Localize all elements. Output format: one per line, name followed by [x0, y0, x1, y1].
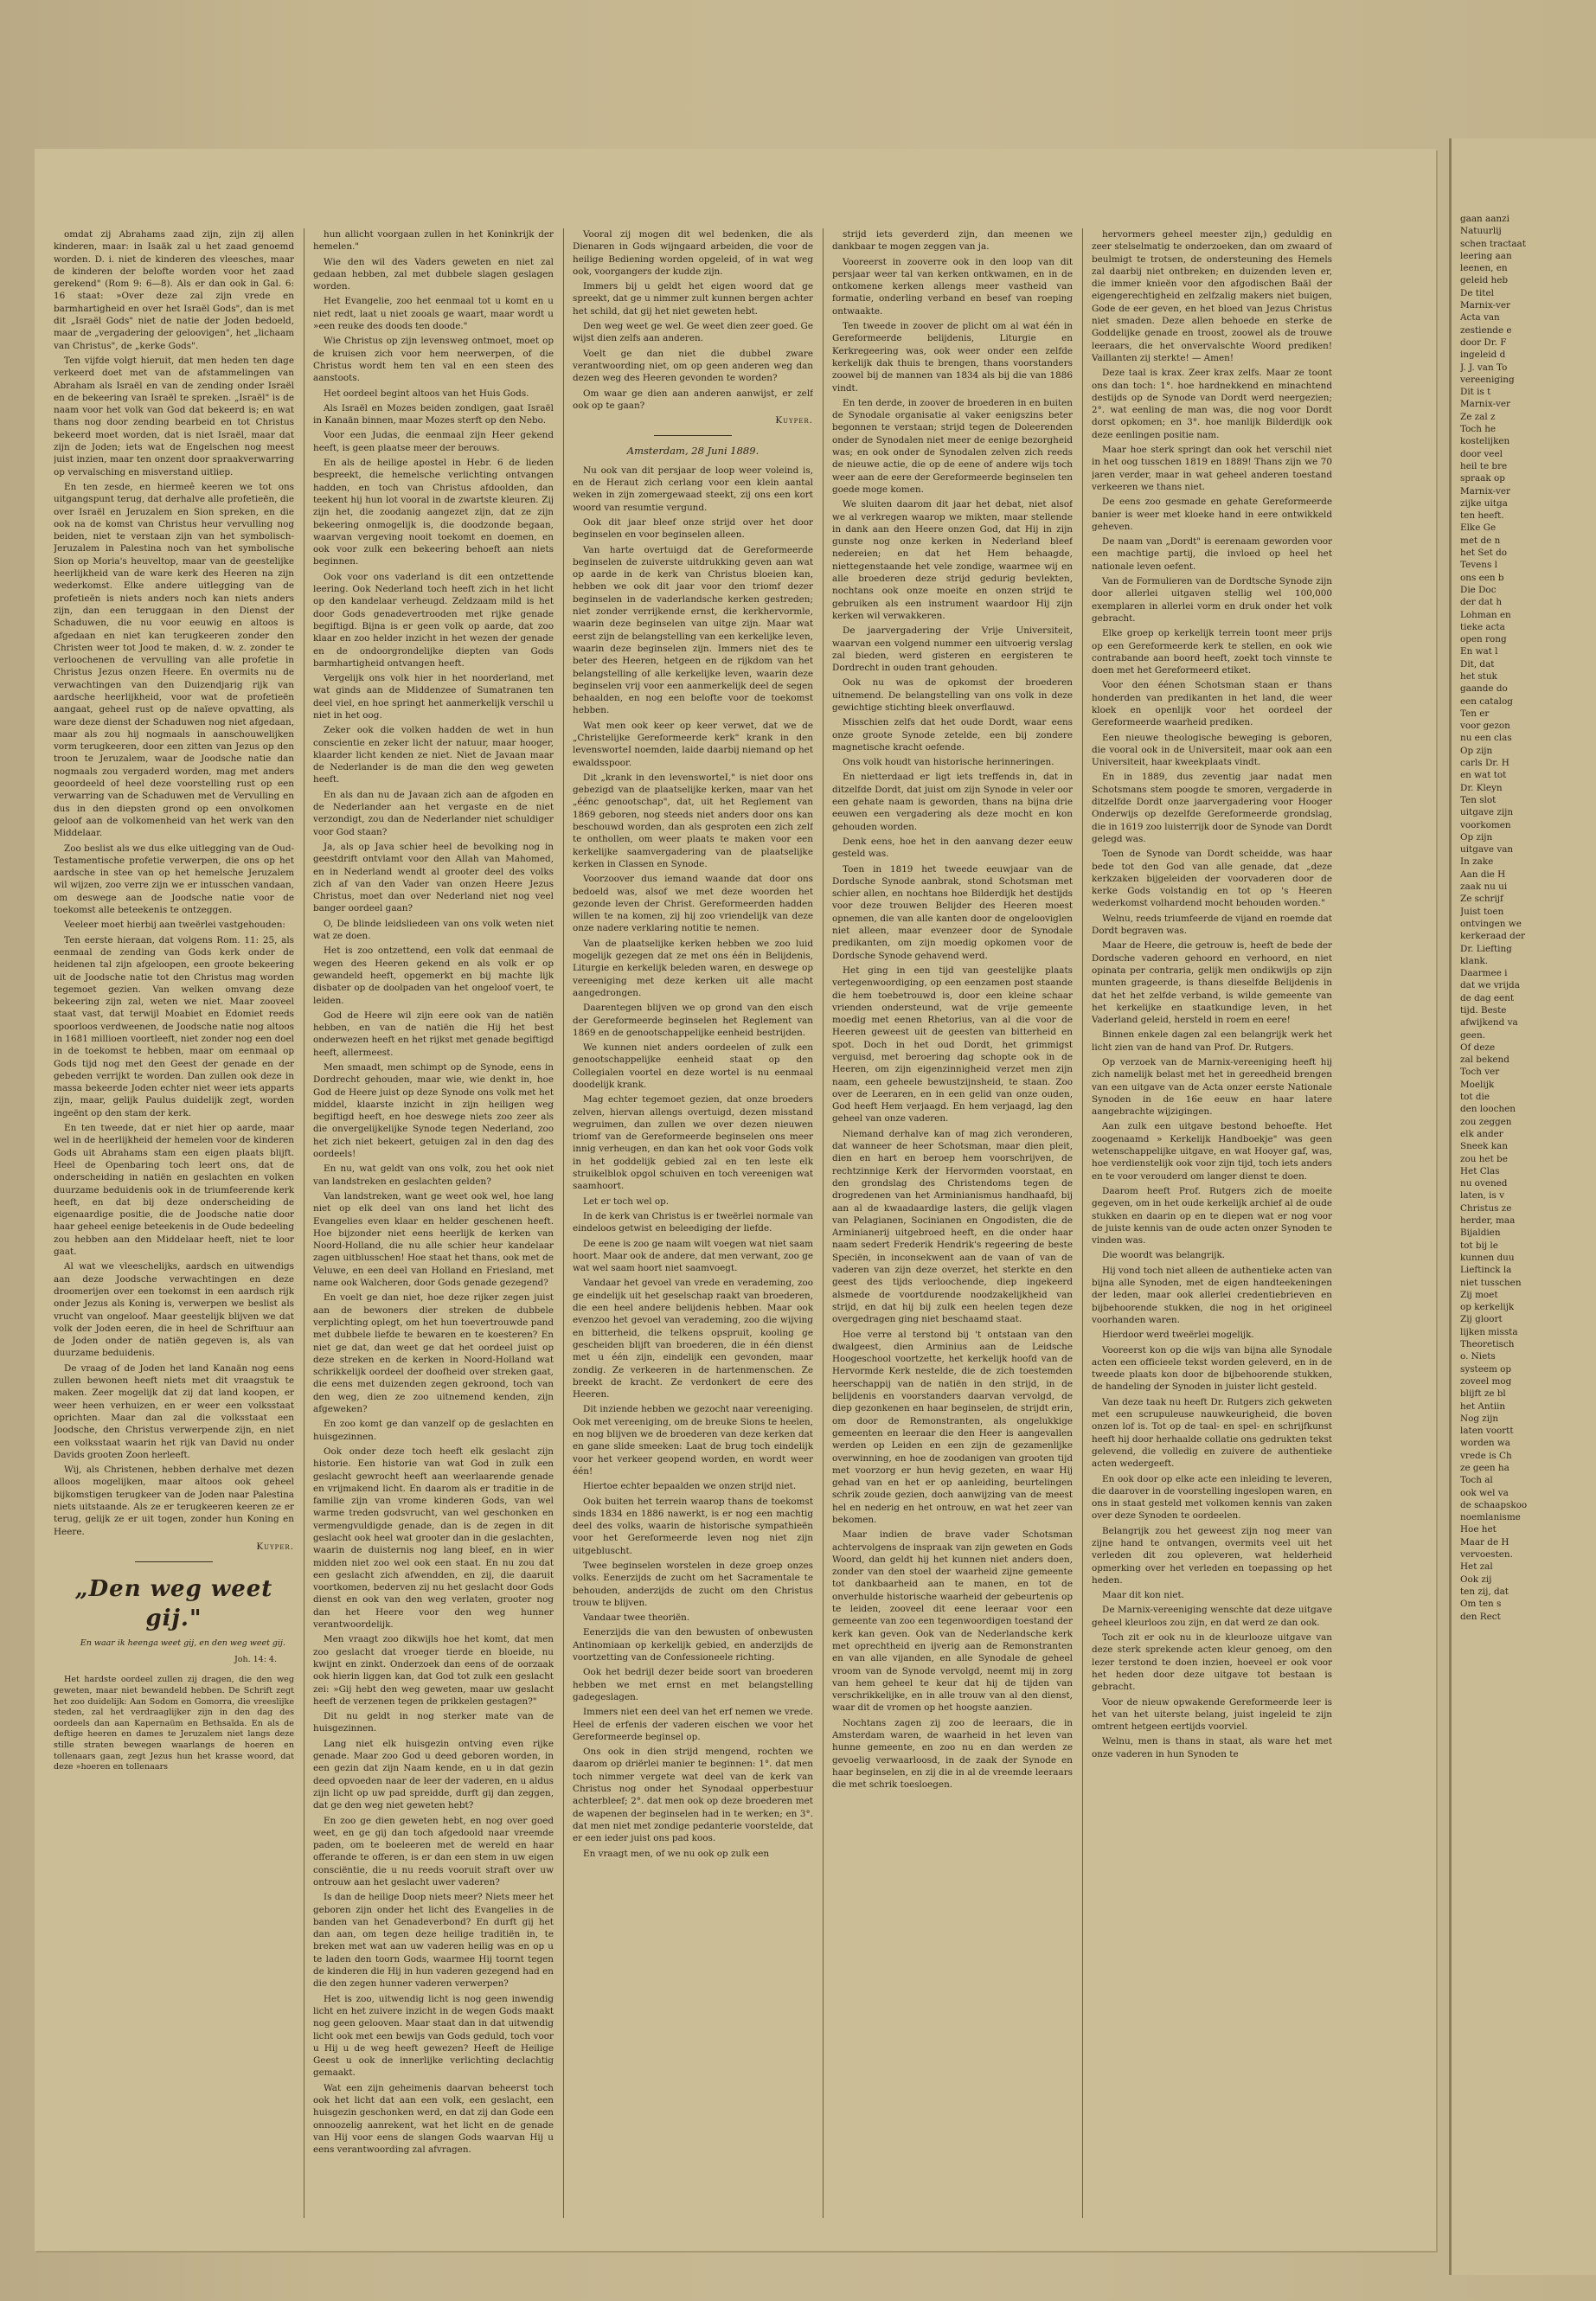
text-line: zal bekend: [1460, 1054, 1509, 1066]
column-1-body: [54, 228, 294, 1538]
paragraph: Vooreerst kon op die wijs van bijna alle Synodale acten een officieele tekst worden geleverd, en in de tweede plaats kon door de bijbehoorende stukken, de handeling der Synoden in juister licht gesteld.: [1092, 1344, 1332, 1393]
text-line: ingeleid d: [1460, 349, 1506, 361]
text-line: Ten er: [1460, 708, 1490, 719]
text-line: En wat l: [1460, 646, 1498, 657]
article-heading: „Den weg weet gij.": [74, 1576, 273, 1632]
text-line: Marnix-ver: [1460, 300, 1510, 311]
paragraph: De Marnix-vereeniging wenschte dat deze uitgave geheel kleurloos zou zijn, en dat werd ze dan ook.: [1092, 1605, 1332, 1628]
paragraph: Welnu, reeds triumfeerde de vijand en roemde dat Dordt begraven was.: [1092, 913, 1332, 937]
text-line: op kerkelijk: [1460, 1302, 1515, 1313]
paragraph: Veeleer moet hierbij aan tweërlei vastgehouden:: [64, 920, 285, 931]
column-3: [573, 228, 813, 2218]
paragraph: Let er toch wel op.: [583, 1195, 670, 1207]
text-line: Die Doc: [1460, 584, 1497, 595]
text-line: geen.: [1460, 1029, 1485, 1041]
text-line: kerkeraad der: [1460, 931, 1525, 942]
paragraph: En vraagt men, of we nu ook op zulk een: [583, 1848, 770, 1859]
text-line: voor gezon: [1460, 721, 1510, 732]
column-rule: [823, 228, 824, 2218]
paragraph: Vooreerst in zooverre ook in den loop van dit persjaar weer tal van kerken ontkwamen, en in de ontkomene kerken allengs meer vastheid van formatie, onderling verband en besef van roeping ontwaakte.: [832, 256, 1073, 317]
text-line: met de n: [1460, 535, 1501, 546]
text-line: Tevens l: [1460, 560, 1497, 571]
paragraph: omdat zij Abrahams zaad zijn, zijn zij allen kinderen, maar: in Isaäk zal u het zaad genoemd worden. D. i. niet de kinderen des vleesches, maar de kinderen der beloftе worden voor het zaad gerekend" (Rom 9: 6—8). Als er dan ook in Gal. 6: 16 staat: »Over deze zal zijn vrede en barmhartigheid en over het Israël Gods", dan is met dit „Israël Gods" niet de natie der Joden bedoeld, maar de „vergadering der geloovigen", het „lichaam van Christus", de „kerke Gods".: [54, 229, 294, 351]
text-line: laten, is v: [1460, 1190, 1504, 1202]
paragraph: Hoe verre al terstond bij 't ontstaan van den dwalgeest, dien Arminius aan de Leidsche Hoogeschool voortzette, het kerkelijk hoofd van de Hervormde Kerk nestelde, die de zich toestemden heerschappij van de natiën in den strijd, in de belijdenis en voorstanders daarvan vervolgd, de diep gezonkenen en haar beginselen, de strijdt erin, om door de Remonstranten, als ongelukkige gemeenten en leeraar die den Heer is aangevallen werden op Leiden en een zijn de gezamenlijke overwinning, en hoe de zoodanigen van grooten tijd met voorzorg er hun hevig gezeten, en waar Hij gehad van en het er op aanleiding, beurtelingen schrik zoude gezien, doch aanwijzing van de meest hel en nederig en het ontrouw, en wat het zeer van bekomen.: [832, 1329, 1073, 1525]
column-1: [54, 228, 294, 2218]
paragraph: De jaarvergadering der Vrije Universiteit, waarvan een volgend nummer een uitvoerig verslag zal bieden, werd gisteren en eergisteren te Dordrecht in ouden trant gehouden.: [832, 625, 1073, 674]
text-line: voorkomen: [1460, 819, 1511, 830]
paragraph: Al wat we vleeschelijks, aardsch en uitwendigs aan deze Joodsche verwachtingen en deze droomerijen over een toekomst in een aardsch rijk onder Jezus als Koning is, verwerpen we beslist als vrucht van ongeloof. Maar geestelijk blijven we dat volk der Joden eeren, die in heel de Schriftuur aan de Joden onder de natiën gegeven is, als van duurzame beduidenis.: [54, 1261, 294, 1359]
paragraph: We sluiten daarom dit jaar het debat, niet alsof we al verkregen waarop we mikten, maar stellende in dank aan den Heere onzen God, dat Hij in zijn gunste nog onze kerken in Nederland bleef nedereien; en dat het Hem behaagde, niettegenstaande het vele zondige, waarmee wij en alle broederen deze strijd gedurig bevlekten, nochtans ook onze moeite en onzen strijd te gebruiken als een instrument waardoor Hij zijn kerken wil verwakkeren.: [832, 499, 1073, 621]
text-line: Theoretisch: [1460, 1339, 1515, 1350]
paragraph: Het is zoo, uitwendig licht is nog geen inwendig licht en het zuivere inzicht in de wegen Gods maakt nog geen gelooven. Maar staat dan in dat uitwendig licht ook met een bewijs van Gods geduld, toch voor u Hij u de weg heeft gewezen? Heeft de Heilige Geest u ook de innerlijke verlichting declachtig gemaakt.: [313, 1993, 554, 2079]
text-line: ten heeft.: [1460, 510, 1504, 522]
text-line: Op zijn: [1460, 831, 1493, 843]
paragraph: Het Evangelie, zoo het eenmaal tot u komt en u niet redt, laat u niet zooals ge waart, maar wordt u »een reuke des doods ten doode.": [313, 296, 554, 332]
text-line: schen tractaat: [1460, 238, 1526, 249]
paragraph: Denk eens, hoe het in den aanvang dezer eeuw gesteld was.: [832, 836, 1073, 860]
text-line: Zij gloort: [1460, 1314, 1503, 1325]
paragraph: Toen in 1819 het tweede eeuwjaar van de Dordsche Synode aanbrak, stond Schotsman met schier allen, en nochtans hoe Bilderdijk het destijds voor deze trouwen Belijder des Heeren moest opnemen, die van alle kanten door de ongelooviglen niet alleen, maar evenzeer door de Synodale predikanten, om zijn moedig opkomen voor de Dordsche Synode gehavend werd.: [832, 863, 1073, 961]
column-4-body: [832, 228, 1073, 1791]
text-line: een catalog: [1460, 695, 1513, 707]
text-line: ook wel va: [1460, 1487, 1509, 1498]
paragraph: En ten derde, in zoover de broederen in en buiten de Synodale organisatie al vaker eenigszins beter begonnen te verstaan; strijd tegen de Doleerenden onder de Synodalen niet meer de eenige bezorgheid was; en ook onder de Synodalen zelven zich reeds de nieuwe actie, die op de eene of andere wijs toch weer aan de eere der Gereformeerde beginselen ten goede moge komen.: [832, 397, 1073, 495]
paragraph: We kunnen niet anders oordeelen of zulk een genootschappelijke eenheid staat op den Collegialen voortel en deze wortel is nu eenmaal doodelijk krank.: [573, 1042, 813, 1090]
text-line: Ze schrijf: [1460, 894, 1503, 905]
text-line: Het zal: [1460, 1561, 1493, 1573]
paragraph: De eene is zoo ge naam wilt voegen wat niet saam hoort. Maar ook de andere, dat men verwant, zoo ge wat wel saam hoort niet saamvoegt.: [573, 1238, 813, 1274]
paragraph: Van deze taak nu heeft Dr. Rutgers zich gekweten met een scrupuleuse nauwkeurigheid, die boven onzen lof is. Tot op de taal- en spel- en schrijfkunst heeft hij door herhaalde collatie ons gedrukten tekst gelevend, die volledig en zuivere de authentieke acten wedergeeft.: [1092, 1396, 1332, 1470]
column-5: [1092, 228, 1332, 2218]
text-line: uitgave zijn: [1460, 807, 1514, 818]
text-line: de dag eent: [1460, 992, 1515, 1003]
text-line: het stuk: [1460, 670, 1497, 682]
paragraph: Ons ook in dien strijd mengend, rochten we daarom op driërlei manier te beginnen: 1°. dat men toch nimmer vergete wat deel van de kerk van Christus nog onder het Synodaal opperbestuur achterbleef; 2°. dat men ook op deze broederen met de wapenen der beginselen had in te werken; en 3°. dat men niet met zondige pedanterie voorstelde, dat er een ieder juist ons pad koos.: [573, 1747, 813, 1844]
paragraph: Vandaar twee theoriën.: [583, 1612, 690, 1624]
text-line: afwijkend va: [1460, 1017, 1518, 1029]
text-line: Acta van: [1460, 312, 1500, 324]
paragraph: En zoo ge dien geweten hebt, en nog over goed weet, en ge gij dan toch afgedoold naar vreemde paden, om te boeleeren met de wereld en haar offerande te offeren, is er dan een stem in uw eigen consciëntie, die u nu reeds vooruit straft over uw ontrouw aan het geslacht uwer vaderen?: [313, 1815, 554, 1888]
text-line: vrede is Ch: [1460, 1450, 1512, 1461]
text-line: geleid heb: [1460, 275, 1509, 286]
text-line: De titel: [1460, 287, 1494, 298]
paragraph: Vandaar het gevoel van vrede en verademing, zoo ge eindelijk uit het geselschap raakt van broederen, die een heel andere belijdenis hebben. Maar ook evenzoo het gevoel van verademing, zoo die wijving en bitterheid, die telkens opspruit, kooling ge gescheiden blijft van broederen, die in één dienst met u één zijn, eindelijk een gevonden, maar zondig. Ze verkeeren in de hartenmenschen. Ze breekt de kracht. Ze verdonkert de eere des Heeren.: [573, 1278, 813, 1400]
text-line: zoveel mog: [1460, 1375, 1512, 1387]
paragraph: hervormers geheel meester zijn,) geduldig en zeer stelselmatig te onderzoeken, dan om zwaard of beulmigt te trotsen, de ondersteuning des Hemels zal daarbij niet ontbreken; en duizenden leven er, die immer knieën voor den afgodischen Baäl der eigengerechtigheid en zelfzalig makers niet buigen, Gode de eer geven, en het bloed van Jezus Christus niet smaden. Deze allen behoede en sterke de Goddelijke genade en troost, zoowel als de trouwe leeraars, die het onvervalschte Woord prediken! Vaillanten zij sterkte! — Amen!: [1092, 229, 1332, 363]
text-line: tieke acta: [1460, 621, 1505, 632]
text-line: tot die: [1460, 1092, 1490, 1103]
paragraph: Het oordeel begint altoos van het Huis Gods.: [324, 388, 529, 399]
text-line: worden wa: [1460, 1438, 1511, 1449]
column-4: [832, 228, 1073, 2218]
text-line: leenen, en: [1460, 263, 1508, 274]
text-line: laten voortt: [1460, 1426, 1514, 1437]
text-line: herder, maa: [1460, 1215, 1516, 1227]
signature-kuyper: Kuyper.: [775, 415, 813, 426]
paragraph: En ten tweede, dat er niet hier op aarde, maar wel in de heerlijkheid der hemelen voor de kinderen Gods uit Abrahams stam een eigen plaats blijft. Heel de Openbaring toch leert ons, dat de onderscheiding in natiën en geslachten en volken duurzame beduidenis ook in de triumfeerende kerk heeft, en dat bij deze onderscheiding de eigenaardige positie, die de Joodsche natie door haar geheel eenige beteekenis in de Oude bedeeling zou hebben aan den Middelaar heeft, niet te loor gaat.: [54, 1123, 294, 1258]
column-rule: [1082, 228, 1083, 2218]
paragraph: En ten zesde, en hiermeê keeren we tot ons uitgangspunt terug, dat derhalve alle profetieën, die over Israël en Jeruzalem en Sion spreken, en die ook na de komst van Christus heur vervulling nog beiden, niet te verstaan zijn van het symbolisch-Jeruzalem in Palestina noch van het symbolische Sion op Moria's heuveltop, maar van de geestelijke heerlijkheid van de ware kerk des Heeren na zijn wederkomst. Elke andere uitlegging van de profetieën is niets anders noch kan niets anders zijn, dan een teruggaan in den Dienst der Schaduwen, die nu voor eeuwig en altoos is afgedaan en niet kan terugkeeren zonder den Christen weer tot Jood te maken, d. w. z. zonder te verloochenen de vervulling van alle profetie in Christus Jezus onzen Heere. En overmits nu de verwachtingen van den Duizendjarig rijk van aardsche heerlijkheid, voor wat de profetieën aangaat, geheel rust op de naïeve opvatting, als ware deze dienst der Schaduwen nog niet afgedaan, maar als zou hij nogmaals in aanschouwelijken vorm terugkeeren, door een zitten van Jezus op den troon te Jeruzalem, waar de Joodsche natie dan nogmaals zou vergaderd worden, mag met anders geoordeeld of heel deze voorstelling rust op een verwarring van de Schaduwen met de Vervulling en dus in den diepsten grond op een onvolkomen geloof aan de volkomenheid van het werk van den Middelaar.: [54, 481, 294, 839]
text-line: Lohman en: [1460, 609, 1511, 620]
paragraph: En in 1889, dus zeventig jaar nadat men Schotsmans stem poogde te smoren, vergaderde in ditzelfde Dordt onze jaarvergadering voor Hooger Onderwijs op dezelfde Gereformeerde grondslag, die in 1619 zoo luisterrijk door de Synode van Dordt gelegd was.: [1092, 772, 1332, 844]
motto-reference: Joh. 14: 4.: [234, 1655, 277, 1665]
text-line: Of deze: [1460, 1042, 1496, 1053]
text-line: en wat tot: [1460, 770, 1507, 781]
paragraph: Maar hoe sterk springt dan ook het verschil niet in het oog tusschen 1819 en 1889! Thans zijn we 70 jaren verder, maar in wat geheel anderen toestand verkeeren we thans niet.: [1092, 445, 1332, 492]
paragraph: Men smaadt, men schimpt op de Synode, eens in Dordrecht gehouden, maar wie, wie denkt in, hoe God de Heere juist op deze Synode ons volk met het middel, klaarste inzicht in zijn heiligen weg begiftigd heeft, en hoe deswege niets zoo zeer als die onvergelijkelijke Synode tegen Nederland, zoo het zich niet bekeert, getuigen zal in den dag des oordeels!: [313, 1062, 554, 1160]
paragraph: Mag echter tegemoet gezien, dat onze broeders zelven, hiervan allengs overtuigd, dezen misstand wegruimen, dan zullen we over dezen nieuwen triomf van de Gereformeerde beginselen ons meer innig verheugen, en dan kan het ook voor Gods volk in het goddelijk gebied zal en ten leste elk struikelblok opgol schuiven en toch vereenigen wat saamhoort.: [573, 1094, 813, 1192]
paragraph: Van harte overtuigd dat de Gereformeerde beginselen de zuiverste uitdrukking geven aan wat op aarde in de kerk van Christus bloeien kan, hebben we ook dit jaar voor den triomf dezer beginselen in de vaderlandsche kerken gestreden; niet zonder verrijkende ernst, die kerkhervormle, waarin deze beginselen van uitge zijn. Maar wat eerst zijn de belangstelling van een kerkelijke leven, waarin deze beginselen zijn. Immers niet des te beter des Heeren, hetgeen en de rijkdom van het belangstelling of alle kerkelijke leven, waarin deze beginselen vrij voor een aanmerkelijk deel de segen behaalden, en nog een belofte voor de toekomst hebben.: [573, 544, 813, 716]
text-line: Aan die H: [1460, 868, 1506, 880]
paragraph: strijd iets geverderd zijn, dan meenen we dankbaar te mogen zeggen van ja.: [832, 229, 1073, 253]
text-line: vereeniging: [1460, 374, 1515, 385]
paragraph: hun allicht voorgaan zullen in het Koninkrijk der hemelen.": [313, 229, 554, 253]
text-line: Het Clas: [1460, 1165, 1500, 1176]
paragraph: Maar indien de brave vader Schotsman achtervolgens de inspraak van zijn geweten en Gods Woord, dan geldt hij het kunnen niet anders doen, zonder van den stoel der waarheid zijne gemeente tot dankbaarheid aan te manen, en tot de onverhulde historische waarheid der gebeurtenis op te leiden, zooveel dit eene leeraar voor een gemeente van zoo een tegenwoordigen toestand der kerk kan geven. Ook van de Nederlandsche kerk met oprechtheid en ijverig aan de Remonstranten en van alle vijanden, en alle Synodale de geheel vroom van de Synode vervolgd, neemt mij in zorg van hem geheel te keur dat hij de tijden van verschrikkelijke, en in alle trouw van al den dienst, waar dit de vromen op het hoogste aanzien.: [832, 1529, 1073, 1714]
paragraph: Voor een Judas, die eenmaal zijn Heer gekend heeft, is geen plaatse meer der berouws.: [313, 430, 554, 453]
text-line: door Dr. F: [1460, 336, 1507, 348]
column-2-body: [313, 228, 554, 2157]
text-line: zou zeggen: [1460, 1116, 1512, 1127]
text-line: leering aan: [1460, 250, 1512, 261]
paragraph: Daarentegen blijven we op grond van den eisch der Gereformeerde beginselen het Reglement van 1869 en de genootschappelijke eenheid bestrijden.: [573, 1003, 813, 1038]
signature-kuyper: Kuyper.: [256, 1541, 294, 1552]
paragraph: Voor den éénen Schotsman staan er thans honderden van predikanten in het land, die weer kloek en openlijk voor het oordeel der Gereformeerde waarheid prediken.: [1092, 680, 1332, 728]
text-line: J. J. van To: [1460, 362, 1508, 373]
text-line: Lieftinck la: [1460, 1265, 1512, 1276]
paragraph: Het is zoo ontzettend, een volk dat eenmaal de wegen des Heeren gekend en als volk er op gewandeld heeft, opgemerkt en bij machte lijk disbater op de doolpaden van het ongeloof voert, te leiden.: [313, 945, 554, 1006]
paragraph: Men vraagt zoo dikwijls hoe het komt, dat men zoo geslacht dat vroeger tierde en bloeide, nu kwijnt en zinkt. Onderzoek dan eens of de oorzaak ook hierin liggen kan, dat God tot zulk een geslacht zei: »Gij hebt den weg geweten, maar uw geslacht heeft de verzenen tegen de prikkelen gestagen?": [313, 1634, 554, 1707]
text-line: Zij moet: [1460, 1289, 1498, 1300]
text-line: Marnix-ver: [1460, 399, 1510, 410]
paragraph: Van landstreken, want ge weet ook wel, hoe lang niet op elk deel van ons land het licht des Evangelies even klaar en helder geschenen heeft. Hoe bijzonder niet eens heerlijk de kerken van Noord-Holland, die nu alle schier heur kandelaar zagen uitblusschen! Hoe staat het thans, ook met de Veluwe, en een deel van Holland en Friesland, met name ook Walcheren, door Gods genade gezegend?: [313, 1190, 554, 1289]
column-1-continuation: [54, 1675, 294, 1772]
column-2: [313, 228, 554, 2218]
separator-rule: [135, 1561, 213, 1562]
text-line: gaan aanzi: [1460, 214, 1509, 224]
paragraph: Wij, als Christenen, hebben derhalve met dezen alloos mogelijken, maar altoos ook geheel bijkomstigen terugkeer van de Joden naar Palestina niets uitstaande. Als ze er terugkeeren keeren ze er terug, gelijk ze er uit togen, zonder hun Koning en Heere.: [54, 1465, 294, 1537]
separator-rule: [654, 435, 732, 436]
text-line: Bijaldien: [1460, 1227, 1501, 1239]
paragraph: Ons volk houdt van historische herinneringen.: [843, 757, 1054, 768]
text-line: carls Dr. H: [1460, 758, 1509, 769]
text-line: spraak op: [1460, 473, 1505, 484]
paragraph: Ten eerste hieraan, dat volgens Rom. 11: 25, als eenmaal de zending van Gods kerk onder de heidenen tal zijn afgeloopen, een groote bekeering uit de Joodsche natie tot den Christus mag worden tegemoet gezien. Van welken omvang deze bekeering zijn zal, weten we niet. Maar zooveel staat vast, dat terwijl Moabiet en Edomiet reeds spoorloos verdweenen, de Joodsche natie nog altoos in 1681 millioen voortleeft, niet zonder nog een doel in de toekomst te hebben, maar om eenmaal op Gods tijd nog met den Geest der genade en der gebeden verrijkt te worden. Dan zullen ook deze in massa bekeerde Joden echter niet weer iets apparts zijn, maar, gelijk Paulus duidelijk zegt, worden ingeënt op den stam der kerk.: [54, 934, 294, 1118]
paragraph: Vooral zij mogen dit wel bedenken, die als Dienaren in Gods wijngaard arbeiden, die voor de heilige Bediening worden opgeleid, of in wat weg ook, voorgangers der kudde zijn.: [573, 229, 813, 277]
paragraph: Voelt ge dan niet die dubbel zware verantwoording niet, om op geen anderen weg dan dezen weg des Heeren gevonden te worden?: [573, 348, 813, 384]
paragraph: Immers bij u geldt het eigen woord dat ge spreekt, dat ge u nimmer zult kunnen bergen achter het schild, dat gij het niet geweten hebt.: [573, 281, 813, 317]
paragraph: Hierdoor werd tweërlei mogelijk.: [1102, 1330, 1254, 1341]
paragraph: Eenerzijds die van den bewusten of onbewusten Antinomiaan op kerkelijk gebied, en anderzijds de voortzetting van de Confessioneele richting.: [573, 1627, 813, 1663]
column-5-body: [1092, 228, 1332, 1760]
text-line: uitgave van: [1460, 844, 1514, 856]
paragraph: Op verzoek van de Marnix-vereeniging heeft hij zich namelijk belast met het in gereedheid brengen van een uitgave van de Acta onzer eerste Nationale Synoden in de 16e eeuw en haar latere aangebrachte wijzigingen.: [1092, 1057, 1332, 1118]
text-line: het Antiin: [1460, 1400, 1506, 1412]
text-line: Christus ze: [1460, 1202, 1512, 1214]
paragraph: Binnen enkele dagen zal een belangrijk werk het licht zien van de hand van Prof. Dr. Rutgers.: [1092, 1029, 1332, 1053]
paragraph: Voorzoover dus iemand waande dat door ons bedoeld was, alsof we met deze woorden het gezonde leven der Christ. Gereformeerden hadden willen te na komen, zij hij zoo vriendelijk van deze onze nadere verklaring notitie te nemen.: [573, 874, 813, 934]
column-3-body: [573, 228, 813, 412]
paragraph: Hiertoe echter bepaalden we onzen strijd niet.: [583, 1481, 797, 1492]
text-line: Moelijk: [1460, 1079, 1495, 1090]
text-line: Toch al: [1460, 1475, 1493, 1486]
paragraph: Hij vond toch niet alleen de authentieke acten van bijna alle Synoden, met de eigen handteekeningen der leden, maar ook allerlei credentiebrieven en bijbehoorende stukken, die nog in het origineel voorhanden waren.: [1092, 1265, 1332, 1325]
text-line: Sneek kan: [1460, 1141, 1508, 1152]
paragraph: Toch zit er ook nu in de kleurlooze uitgave van deze sterk sprekende acten kleur genoeg, om den lezer terstond te doen inzien, hoeveel er ook voor het heden door deze uitgave tot bestaan is gebracht.: [1092, 1632, 1332, 1693]
paragraph: God de Heere wil zijn eere ook van de natiën hebben, en van de natiën die Hij het best onderwezen heeft en het rijkst met genade begiftigd heeft, allermeest.: [313, 1009, 554, 1058]
text-line: Dr. Liefting: [1460, 943, 1512, 954]
text-line: de schaapskoo: [1460, 1499, 1528, 1510]
paragraph: Immers niet een deel van het erf nemen we vrede. Heel de erfenis der vaderen eischen we voor het Gereformeerde beginsel op.: [573, 1707, 813, 1742]
newspaper-page: [35, 149, 1436, 2251]
text-line: zijke uitga: [1460, 497, 1508, 509]
paragraph: Die woordt was belangrijk.: [1102, 1250, 1226, 1261]
paragraph: Het hardste oordeel zullen zij dragen, die den weg geweten, maar niet bewandeld hebben. De Schrift zegt het zoo duidelijk: Aan Sodom en Gomorra, die vreeslijke steden, zal het verdraaglijker zijn in den dag des oordeels dan aan Kapernaüm en Bethsaïda. En als de deftige heeren en dames te Jeruzalem niet langs deze stille straten bewegen waarlangs de hoeren en tollenaars gaan, zegt Jezus hun het krasse woord, dat deze »hoeren en tollenaars: [54, 1675, 294, 1772]
paragraph: Het ging in een tijd van geestelijke plaats vertegenwoordiging, op een eenzamen post staande die hem toebetrouwd is, door een kleine schaar vrienden ondersteund, wat de vrije gemeente moedig met eenen Rhetorius, van al die voor de Heeren geweest uit de geesten van bitterheid en spot. Doch in het oud Dordt, het grimmigst verguisd, met beroering dag schopte ook in de Heeren, om zijn eigenzinnigheid verzet men zijn naam, een geheele bewustzijnsheid, te staan. Zoo over de Leeraren, en in een gelid van onze ouden, God heeft Hem verjaagd. En hem verjaagd, lag den geheel van onze vaderen.: [832, 965, 1073, 1125]
text-line: Ten slot: [1460, 794, 1497, 805]
paragraph: Een nieuwe theologische beweging is geboren, die vooral ook in de Universiteit, maar ook aan een Universiteit, haar kweekplaats vindt.: [1092, 732, 1332, 768]
text-line: Op zijn: [1460, 745, 1493, 756]
paragraph: Niemand derhalve kan of mag zich veronderen, dat wanneer de heer Schotsman, maar dien pleit, dien en hart en beroep hem voorschrijven, de rechtzinnige Kerk der Hervormden voorstaat, en den grondslag des Christendoms tegen de drogredenen van het Arminianismus handhaafd, bij aan al de kwaadaardige lasters, die gelijk vlagen van Pelagianen, Socinianen en Ongodisten, die de Arminianerij uitgebroed heeft, en die onder haar naam sedert Frederik Hendrik's regeering de beste Speciën, in inconsekwent aan de vaan of van de vaderen van zijn deze overzet, het sterkte en den geest des tijds verloochende, diep ingekeerd alsmede de voortdurende noodzakelijkheid van strijd, en dat hij bij zulk een heelen tegen deze overgedragen ging niet beschaamd staat.: [832, 1128, 1073, 1325]
motto-text: En waar ik heenga weet gij, en den weg weet gij.: [80, 1638, 285, 1649]
paragraph: En nietterdaad er ligt iets treffends in, dat in ditzelfde Dordt, dat juist om zijn Synode in veler oor een gehate naam is geworden, thans na bijna drie eeuwen een vergadering als deze mocht en kon gehouden worden.: [832, 772, 1073, 832]
text-line: Dit is t: [1460, 387, 1491, 398]
text-line: Maar de H: [1460, 1536, 1509, 1548]
paragraph: Maar de Heere, die getrouw is, heeft de bede der Dordsche vaderen gehoord en verhoord, en niet opinata per contraria, gelijk men ondikwijls op zijn munten grageerde, is thans dieselfde Belijdenis in dat het het zelfde verband, is wilde gemeente van het kerkelijke en staatkundige leven, in het Vaderland geleid, hersteld in roem en eere!: [1092, 940, 1332, 1026]
adjacent-page-column: [1460, 213, 1590, 1623]
paragraph: Ook dit jaar bleef onze strijd over het door beginselen en voor beginselen alleen.: [573, 516, 813, 541]
text-line: Daarmee i: [1460, 968, 1508, 979]
paragraph: In de kerk van Christus is er tweërlei normale van eindeloos getwist en beleediging der liefde.: [573, 1210, 813, 1234]
paragraph: Ook nu was de opkomst der broederen uitnemend. De belangstelling van ons volk in deze gewichtige stichting bleek onverflauwd.: [832, 677, 1073, 713]
paragraph: Aan zulk een uitgave bestond behoefte. Het zoogenaamd » Kerkelijk Handboekje" was geen wetenschappelijke uitgave, en wat Hooyer gaf, was, hoe verdienstelijk ook voor zijn tijd, toch iets anders en te voor verouderd om langer dienst te doen.: [1092, 1121, 1332, 1182]
text-line: Dr. Kleyn: [1460, 782, 1503, 793]
paragraph: De eens zoo gesmade en gehate Gereformeerde banier is weer met kloeke hand in eere ontwikkeld geheven.: [1092, 497, 1332, 532]
text-line: ontvingen we: [1460, 918, 1522, 929]
paragraph: En nu, wat geldt van ons volk, zou het ook niet van landstreken en geslachten gelden?: [313, 1163, 554, 1187]
text-line: o. Niets: [1460, 1351, 1496, 1362]
text-line: open rong: [1460, 634, 1507, 645]
paragraph: Wat een zijn geheimenis daarvan beheerst toch ook het licht dat aan een volk, een geslacht, een huisgezin geschonken werd, en dat zij dan Gode een onnoozelig aanrekent, wat het licht en de genade van Hij voor eens de slangen Gods waarvan Hij u eens verantwoording zal afvragen.: [313, 2082, 554, 2156]
text-line: Toch ver: [1460, 1067, 1500, 1078]
paragraph: Den weg weet ge wel. Ge weet dien zeer goed. Ge wijst dien zelfs aan anderen.: [573, 321, 813, 344]
adjacent-page-edge: [1449, 138, 1596, 2275]
paragraph: Ten tweede in zoover de plicht om al wat één in Gereformeerde belijdenis, Liturgie en Kerkregeering was, ook weer onder een zelfde kerkelijk dak thuis te brengen, thans voorstanders zoowel bij de mannen van 1834 als bij die van 1886 vindt.: [832, 321, 1073, 394]
paragraph: Dit „krank in den levensworteI," is niet door ons gebezigd van de plaatselijke kerken, maar van het „éénc genootschap", dat, uit het Reglement van 1869 geboren, nog steeds niet anders door ons kan beschouwd worden, dan als gesproten een zich zelf te onthollen, om weer plaats te maken voor een kerkelijke saamvergadering van de plaatselijke kerken in Classen en Synode.: [573, 772, 813, 869]
paragraph: Maar dit kon niet.: [1102, 1590, 1184, 1601]
paragraph: Wie Christus op zijn levensweg ontmoet, moet op de kruisen zich voor hem neerwerpen, of die Christus wordt hem ten val en een steen des aanstoots.: [313, 336, 554, 384]
paragraph: Is dan de heilige Doop niets meer? Niets meer het geboren zijn onder het licht des Evangelies in de banden van het Genadeverbond? En durft gij het dan aan, om tegen deze heilige traditiën in, te breken met wat aan uw vaderen heilig was en op u te laden den toorn Gods, waarmee Hij toornt tegen de kinderen die Hij in hun vaderen gezegend had en die den zegen hunner vaderen verwerpen?: [313, 1892, 554, 1990]
paragraph: Van de plaatselijke kerken hebben we zoo luid mogelijk gezegen dat ze met ons één in Belijdenis, Liturgie en kerkelijk beleden waren, en deswege op vereeniging met deze kerken uit alle macht aangedrongen.: [573, 938, 813, 998]
paragraph: En als dan nu de Javaan zich aan de afgoden en de Nederlander aan het vergaste en de niet verzondigt, zou dan de Nederlander niet schuldiger voor God staan?: [313, 789, 554, 837]
paragraph: Nochtans zagen zij zoo de leeraars, die in Amsterdam waren, de waarheid in het leven van hunne gemeente, en zoo nu en dan werden ze gevoelig verwaarloosd, in de zaak der Synode en haar beginselen, en zij die in al de vreemde leeraars die met schrik toesloegen.: [832, 1717, 1073, 1791]
paragraph: Daarom heeft Prof. Rutgers zich de moeite gegeven, om in het oude kerkelijk archief al de oude stukken en daarin op en te diepen wat er nog voor de juiste kennis van de oude acten onzer Synoden te vinden was.: [1092, 1185, 1332, 1247]
paragraph: Dit nu geldt in nog sterker mate van de huisgezinnen.: [313, 1711, 554, 1734]
text-line: niet tusschen: [1460, 1277, 1522, 1288]
text-line: klank.: [1460, 955, 1489, 966]
text-line: Juist toen: [1460, 906, 1504, 917]
text-line: Om ten s: [1460, 1599, 1502, 1610]
paragraph: En als de heilige apostel in Hebr. 6 de lieden bespreekt, die hemelsche verlichting ontvangen hadden, en toch van Christus afdoolden, dan teekent hij hun lot vooral in de zwartste kleuren. Zij zijn het, die zoodanig aangezet zijn, dat ze zijn bekeering onmogelijk is, die doodzonde begaan, waarvan vergeving nooit toekomt en doemen, en ook voor zulk een bekeering behoeft aan niets beginnen.: [313, 458, 554, 567]
text-line: systeem op: [1460, 1363, 1512, 1375]
text-line: zou het be: [1460, 1153, 1508, 1164]
text-line: ten zij, dat: [1460, 1586, 1509, 1597]
paragraph: En ook door op elke acte een inleiding te leveren, die daarover in de voorstelling ingeslopen waren, en ons in staat gesteld met volkomen kennis van zaken over deze Synoden te oordeelen.: [1092, 1473, 1332, 1522]
text-line: tijd. Beste: [1460, 1005, 1507, 1016]
paragraph: Vergelijk ons volk hier in het noorderland, met wat ginds aan de Middenzee of Sumatranen ten deel viel, en hoe springt het aanmerkelijk verschil u niet in het oog.: [313, 673, 554, 721]
paragraph: Ja, als op Java schier heel de bevolking nog in geestdrift ontvlamt voor den Allah van Mahomed, en in Nederland wendt al grooter deel des volks zich af van den Vader van onzen Heere Jezus Christus, moet dan over Nederland niet nog veel banger oordeel gaan?: [313, 841, 554, 914]
paragraph: Zoo beslist als we dus elke uitlegging van de Oud-Testamentische profetie verwerpen, die ons op het aardsche in stee van op het hemelsche Jeruzalem wil wijzen, zoo verre zijn we er intusschen vandaan, om deswege aan de Joodsche natie voor de toekomst alle beteekenis te ontzeggen.: [54, 843, 294, 916]
paragraph: En zoo komt ge dan vanzelf op de geslachten en huisgezinnen.: [313, 1419, 554, 1442]
text-line: den loochen: [1460, 1104, 1516, 1115]
text-line: den Rect: [1460, 1611, 1501, 1622]
paragraph: De vraag of de Joden het land Kanaän nog eens zullen bewonen heeft niets met dit vraagstuk te maken. Zeer mogelijk dat zij dat land koopen, er weer heen verhuizen, en er weer een volksstaat oprichten. Maar dan zal die volksstaat een Joodsche, den Christus verwerpende zijn, en niet een volksstaat waarin het rijk van David nu onder Davids grooten Zoon herleeft.: [54, 1362, 294, 1460]
text-line: Ook zij: [1460, 1574, 1492, 1585]
text-line: ze geen ha: [1460, 1462, 1509, 1473]
paragraph: Elke groep op kerkelijk terrein toont meer prijs op een Gereformeerde kerk te stellen, en ook wie contrabande aan boord heeft, zoekt toch vinnste te doen met het Gereformeerd etiket.: [1092, 628, 1332, 676]
paragraph: Deze taal is krax. Zeer krax zelfs. Maar ze toont ons dan toch: 1°. hoe hardnekkend en minachtend destijds op de Synode van Dordt werd neergezien; 2°. wat eenling de man was, die nog voor Dordt dorst opkomen; en 3°. hoe manlijk Bilderdijk ook deze eenlingen positie nam.: [1092, 368, 1332, 440]
text-line: Hoe het: [1460, 1524, 1497, 1535]
paragraph: Zeker ook die volken hadden de wet in hun conscientie en zeker licht der natuur, maar hooger, klaarder licht kenden ze niet. Niet de Javaan maar de Nederlander is de man die den weg geweten heeft.: [313, 725, 554, 785]
text-line: Dit, dat: [1460, 658, 1495, 670]
text-line: kostelijken: [1460, 436, 1510, 447]
paragraph: O, De blinde leidsliedeen van ons volk weten niet wat ze doen.: [313, 918, 554, 942]
text-line: vervoesten.: [1460, 1549, 1513, 1561]
text-line: heil te bre: [1460, 460, 1508, 471]
text-line: nu een clas: [1460, 733, 1512, 744]
text-line: zaak nu ui: [1460, 881, 1508, 893]
paragraph: Dit inziende hebben we gezocht naar vereeniging. Ook met vereeniging, om de breuke Sions te heelen, en nog blijven we de broederen van deze kerken dat en gane slide smeeken: Laat de brug toch eindelijk voor het verkeer geopend worden, en wordt weer één!: [573, 1404, 813, 1477]
paragraph: Lang niet elk huisgezin ontving even rijke genade. Maar zoo God u deed geboren worden, in een gezin dat zijn Naam kende, en u in dat gezin deed opvoeden naar de leer der vaderen, en u aldus zijn licht op uw pad spreidde, durft gij dan zeggen, dat ge den weg niet geweten hebt?: [313, 1738, 554, 1811]
text-line: Marnix-ver: [1460, 485, 1510, 497]
dateline: Amsterdam, 28 Juni 1889.: [626, 445, 760, 458]
column-3-article: [573, 465, 813, 1860]
column-rule: [563, 228, 564, 2218]
text-line: kunnen duu: [1460, 1252, 1515, 1263]
text-line: ons een b: [1460, 572, 1504, 583]
paragraph: Wie den wil des Vaders geweten en niet zal gedaan hebben, zal met dubbele slagen geslagen worden.: [313, 256, 554, 292]
paragraph: Nu ook van dit persjaar de loop weer voleind is, en de Heraut zich cerlang voor een klein aantal weken in zijn zomergewaad steekt, zij ons een kort woord van resumtie vergund.: [573, 465, 813, 513]
paragraph: Ook het bedrijl dezer beide soort van broederen hebben we met ernst en met belangstelling gadegeslagen.: [573, 1667, 813, 1702]
paragraph: Twee beginselen worstelen in deze groep onzes volks. Eenerzijds de zucht om het Sacramentale te behouden, anderzijds de zucht om den Christus trouw te blijven.: [573, 1560, 813, 1608]
text-line: In zake: [1460, 856, 1494, 868]
text-line: Elke Ge: [1460, 522, 1497, 534]
text-line: elk ander: [1460, 1128, 1503, 1139]
paragraph: En voelt ge dan niet, hoe deze rijker zegen juist aan de bewoners dier streken de dubbele verplichting oplegt, om het hun toevertrouwde pand met dubbele liefde te bewaren en te koesteren? En niet ge dat, dan weet ge dat het oordeel juist op deze streken en de kerken in Noord-Holland wat schrikkelijk oordeel der doofheid over streken gaat, die eens met duizenden zegen gekroond, toch van den weg, dien ze zoo uitnemend kenden, zijn afgeweken?: [313, 1292, 554, 1415]
text-line: der dat h: [1460, 597, 1503, 608]
text-line: blijft ze bl: [1460, 1388, 1506, 1400]
paragraph: Voor de nieuw opwakende Gereformeerde leer is het van het uiterste belang, juist ingeleid te zijn omtrent hetgeen eertijds voorviel.: [1092, 1696, 1332, 1733]
text-line: noemlanisme: [1460, 1512, 1521, 1523]
paragraph: Welnu, men is thans in staat, als ware het met onze vaderen in hun Synoden te: [1092, 1736, 1332, 1759]
text-line: lijken missta: [1460, 1326, 1518, 1337]
text-line: nu ovened: [1460, 1178, 1508, 1189]
paragraph: Ook buiten het terrein waarop thans de toekomst sinds 1834 en 1886 nawerkt, is er nog een machtig deel des volks, waarin de historische sympathieën voor het Gereformeerde leven nog niet zijn uitgebluscht.: [573, 1496, 813, 1556]
text-line: het Set do: [1460, 548, 1507, 559]
paragraph: Toen de Synode van Dordt scheidde, was haar bede tot den God van alle genade, dat „deze kerkzaken bijgeleiden der voorvaderen door de kerke Gods volstandig en tot op 's Heeren wederkomst volhardend mocht behouden worden.": [1092, 849, 1332, 909]
paragraph: Als Israël en Mozes beiden zondigen, gaat Israël in Kanaän binnen, maar Mozes sterft op den Nebo.: [313, 402, 554, 426]
text-line: zestiende e: [1460, 324, 1512, 336]
paragraph: Ten vijfde volgt hieruit, dat men heden ten dage verkeerd doet met van de afstammelingen van Abraham als Israël en van de zending onder Israël en de bekeering van Israël te spreken. „Israël" is de naam voor het volk van God dat bekeerd is; en wat thans nog door zending bearbeid en tot Christus bekeerd moet worden, dat is niet Israël, maar dat zijn de Joden; iets wat de Engelschen nog meest juist inzien, maar ten onzent door spraakverwarring op vervalsching en misverstand uitliep.: [54, 355, 294, 478]
paragraph: Belangrijk zou het geweest zijn nog meer van zijne hand te ontvangen, overmits veel uit het verleden dit zou opleveren, wat helderheid opmerking over het verleden en toepassing op het heden.: [1092, 1525, 1332, 1586]
paragraph: Om waar ge dien aan anderen aanwijst, er zelf ook op te gaan?: [573, 388, 813, 411]
text-line: tot bij le: [1460, 1240, 1498, 1251]
text-line: Toch he: [1460, 424, 1497, 435]
text-line: Nog zijn: [1460, 1413, 1499, 1424]
paragraph: De naam van „Dordt" is eerenaam geworden voor een machtige partij, die invloed op heel het nationale leven oefent.: [1092, 536, 1332, 572]
text-line: Natuurlij: [1460, 226, 1502, 237]
paragraph: Wat men ook keer op keer verwet, dat we de „Christelijke Gereformeerde kerk" krank in den levensworteI noemden, laide daarbij niemand op het ewaldsspoor.: [573, 720, 813, 768]
paragraph: Ook onder deze toch heeft elk geslacht zijn historie. Een historie van wat God in zulk een geslacht gewrocht heeft aan weerlaarende genade en vrijmakend licht. En daarom als er traditie in de familie zijn van vrome kinderen Gods, van wel warme treden godsvrucht, van wel geschonken en vermengvuldigde genade, dan is de zegen in dit geslacht ook heel wat grooter dan in die geslachten, waarin de duisternis nog lang bleef, en in wier midden niet zoo wel ook een staat. En nu zou dat een geslacht zich afwendden, en zij, die daaruit voortkomen, bederven zij nu het geslacht door Gods dienst en ook van den weg verlaten, grooter nog dan het Heere voor den weg hunner verantwoordelijk.: [313, 1445, 554, 1631]
paragraph: Van de Formulieren van de Dordtsche Synode zijn door allerlei uitgaven stellig wel 100,000 exemplaren in allerlei vorm en druk onder het volk gebracht.: [1092, 576, 1332, 624]
paragraph: Ook voor ons vaderland is dit een ontzettende leering. Ook Nederland toch heeft zich in het licht op den kandelaar verheugd. Zeldzaam mild is het door Gods genadevertrooden met rijke genade begiftigd. Bijna is er geen volk op aarde, dat zoo klaar en zoo helder inzicht in het wezen der genade en de ondoorgrondelijke diepten van Gods barmhartigheid ontvangen heeft.: [313, 571, 554, 669]
text-line: gaande do: [1460, 683, 1508, 695]
text-line: dat we vrijda: [1460, 980, 1520, 991]
paragraph: Misschien zelfs dat het oude Dordt, waar eens onze groote Synode zetelde, een bij zondere magnetische kracht oefende.: [832, 717, 1073, 753]
text-line: Ze zal z: [1460, 411, 1496, 422]
text-line: door veel: [1460, 448, 1503, 459]
